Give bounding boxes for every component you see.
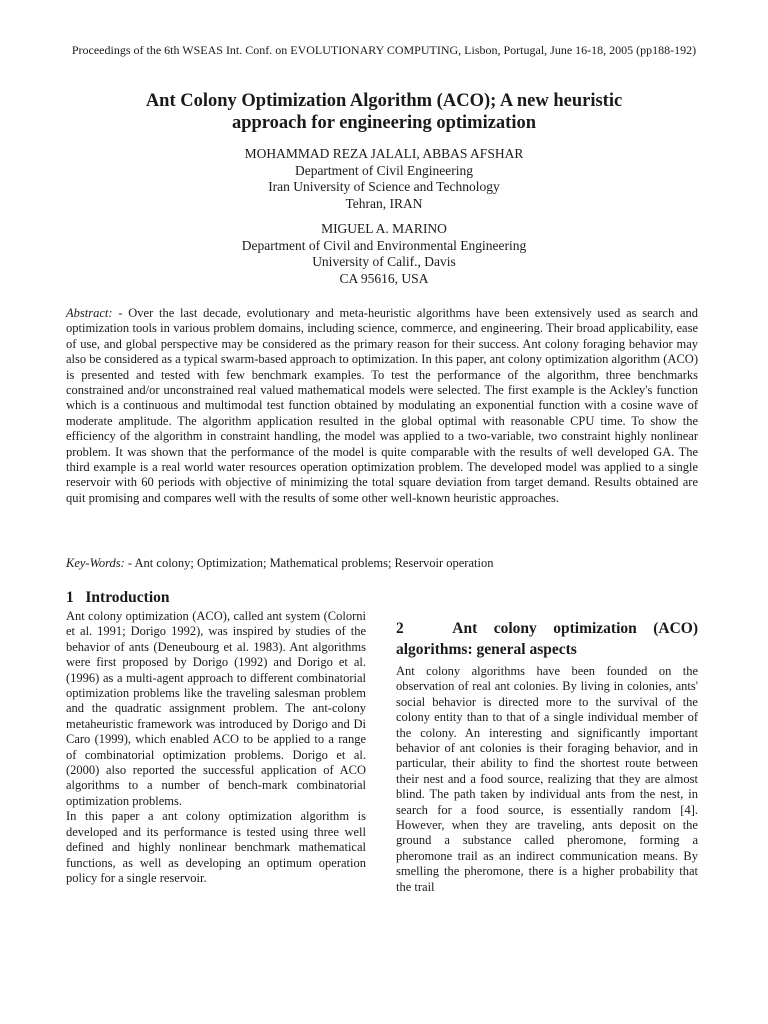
left-column — [66, 588, 366, 886]
abstract-label: Abstract: — [66, 306, 113, 320]
author-names: MOHAMMAD REZA JALALI, ABBAS AFSHAR — [244, 146, 524, 161]
keywords-text: - Ant colony; Optimization; Mathematical problems; Reservoir operation — [127, 556, 494, 570]
section-heading-aco: 2 Ant colony optimization (ACO) algorithms: general aspects — [396, 620, 702, 658]
paper-title — [60, 90, 708, 134]
intro-paragraph-2: In this paper a ant colony optimization algorithm is developed and its performance is tested using three well defined and highly nonlinear benchmark mathematical functions, as well as developing an optimum operation policy for a single reservoir. — [66, 809, 366, 885]
affiliation-line: Iran University of Science and Technology — [268, 179, 500, 195]
affiliation-line: Tehran, IRAN — [345, 195, 423, 211]
running-head: Proceedings of the 6th WSEAS Int. Conf. on EVOLUTIONARY COMPUTING, Lisbon, Portugal, June 16-18, 2005 (pp188-192) — [71, 43, 697, 57]
author-names: MIGUEL A. MARINO — [321, 221, 447, 236]
affiliation-line: Department of Civil and Environmental Engineering — [241, 237, 527, 253]
section-heading-introduction: 1 Introduction — [66, 589, 170, 606]
keywords — [66, 556, 698, 571]
keywords-label: Key-Words: — [66, 556, 125, 570]
abstract-text: - Over the last decade, evolutionary and meta-heuristic algorithms have been extensively used as search and optimization tools in various problem domains, including science, commerce, and engineering. Their broad applicability, ease of use, and global perspective may be considered as the primary reason for their success. Ant colony foraging behavior may also be considered as a typical swarm-based approach to optimization. In this paper, ant colony optimization algorithm (ACO) is presented and tested with few benchmark examples. To test the performance of the algorithm, three benchmarks constrained and/or unconstrained real valued mathematical models were selected. The first example is the Ackley's function which is a continuous and multimodal test function obtained by modulating an exponential function with a cosine wave of moderate amplitude. The algorithm application resulted in the global optimal with reasonable CPU time. To show the efficiency of the algorithm in constraint handling, the model was applied to a two-variable, two constraint highly nonlinear problem. It was shown that the performance of the model is quite comparable with the results of well developed GA. The third example is a real world water resources operation optimization problem. The developed model was applied to a single reservoir with 60 periods with objective of minimizing the total square deviation from target demand. Results obtained are quit promising and compares well with the results of some other well-known heuristic approaches. — [66, 306, 699, 505]
right-column — [396, 618, 702, 895]
aco-paragraph-1: Ant colony algorithms have been founded on the observation of real ant colonies. By living in colonies, ants' social behavior is directed more to the survival of the colony entity than to that of a single individual member of the colony. An interesting and significantly important behavior of ant colonies is their foraging behavior, and in particular, their ability to find the shortest route between their nest and a food source, realizing that they are almost blind. The path taken by individual ants from the nest, in search for a food source, is essentially random [4]. However, when they are traveling, ants deposit on the ground a substance called pheromone, forming a pheromone trail as an indirect communication means. By smelling the pheromone, there is a higher probability that the trail — [396, 664, 698, 894]
title-line-1: Ant Colony Optimization Algorithm (ACO); A new heuristic — [145, 91, 623, 111]
author-block-1 — [60, 146, 708, 212]
intro-paragraph-1: Ant colony optimization (ACO), called ant system (Colorni et al. 1991; Dorigo 1992), was inspired by studies of the behavior of ants (Deneubourg et al. 1983). Ant algorithms were first proposed by Dorigo (1992) and Dorigo et al. (1996) as a multi-agent approach to different combinatorial optimization problems like the traveling salesman problem and the quadratic assignment problem. The ant-colony metaheuristic framework was introduced by Dorigo and Di Caro (1999), which enabled ACO to be applied to a range of combinatorial optimization problems. Dorigo et al. (2000) also reported the successful application of ACO algorithms to a number of bench-mark combinatorial optimization problems. — [66, 609, 366, 808]
abstract — [66, 306, 698, 506]
title-line-2: approach for engineering optimization — [231, 113, 537, 133]
affiliation-line: Department of Civil Engineering — [294, 162, 474, 178]
author-block-2 — [60, 221, 708, 287]
affiliation-line: CA 95616, USA — [339, 270, 429, 286]
affiliation-line: University of Calif., Davis — [312, 254, 456, 270]
